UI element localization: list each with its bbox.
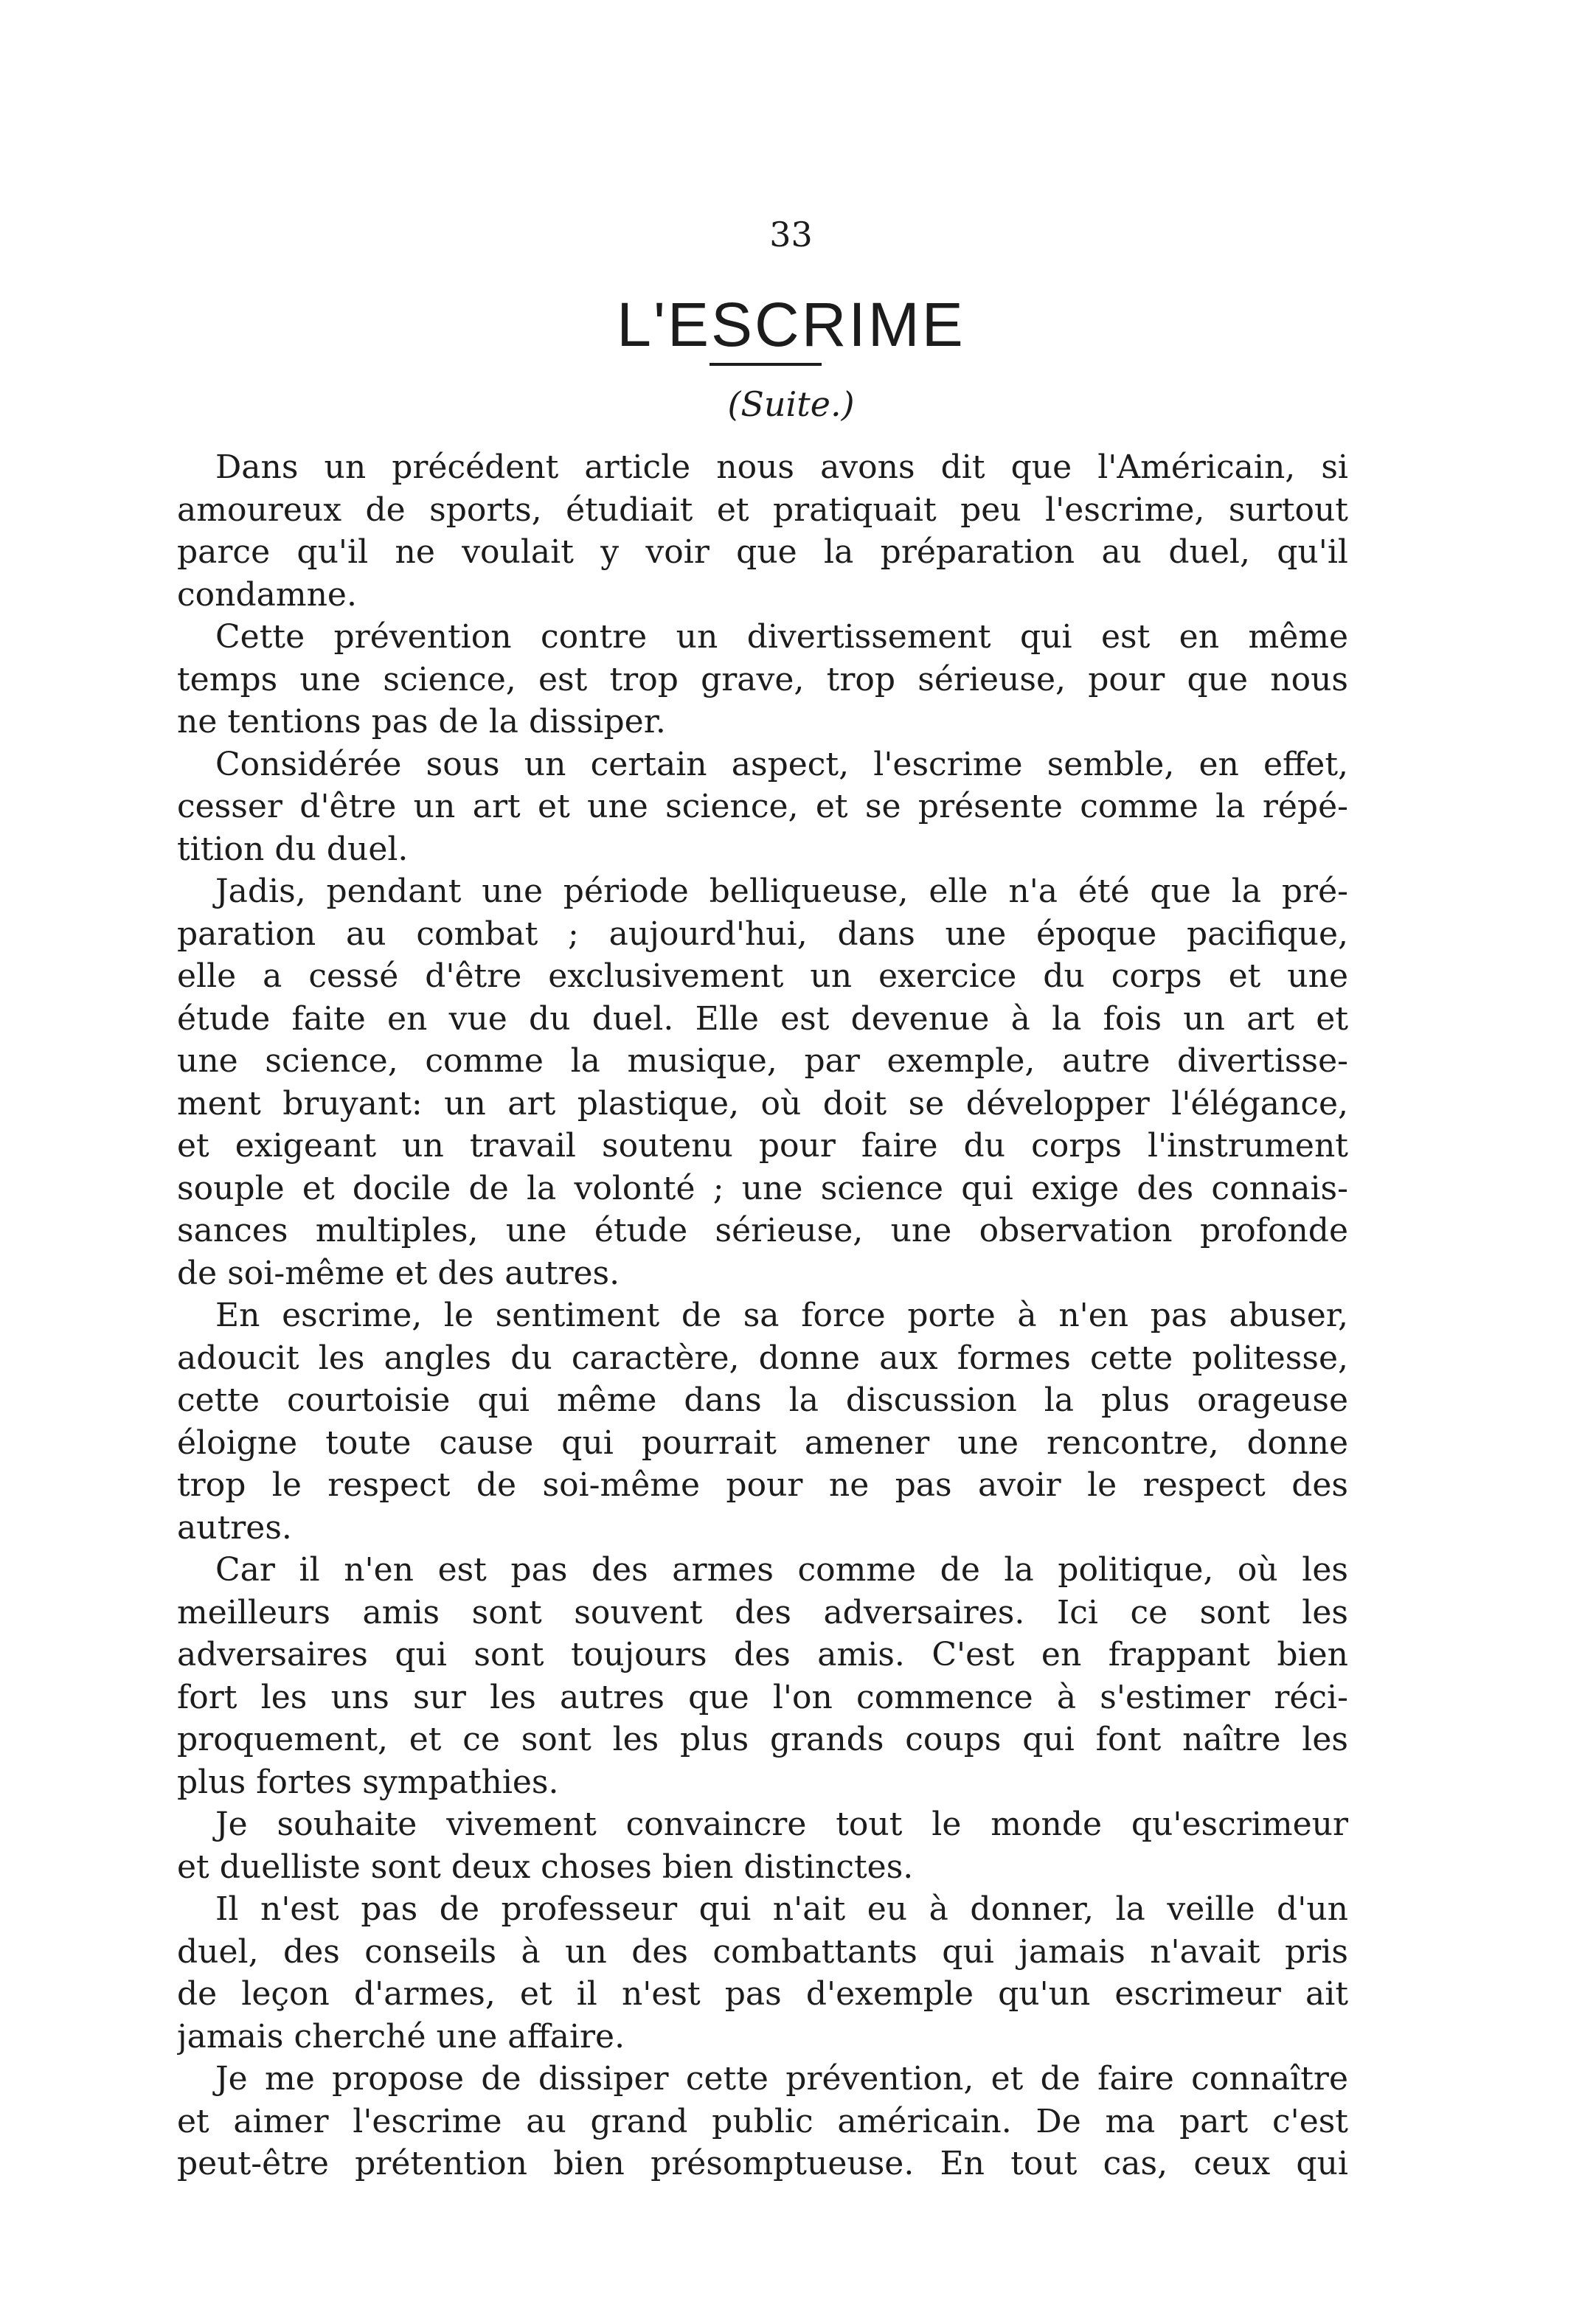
paragraph (177, 1294, 1348, 1549)
text-line: paration au combat ; aujourd'hui, dans une époque pacifique, (177, 915, 1348, 953)
text-line: En escrime, le sentiment de sa force porte à n'en pas abuser, (215, 1297, 1348, 1334)
article-title: L'ESCRIME (617, 290, 965, 359)
text-line: éloigne toute cause qui pourrait amener une rencontre, donne (177, 1423, 1348, 1462)
text-line: ment bruyant: un art plastique, où doit se développer l'élégance, (177, 1084, 1348, 1123)
text-line: adversaires qui sont toujours des amis. C'est en frappant bien (177, 1636, 1348, 1673)
text-line: temps une science, est trop grave, trop sérieuse, pour que nous (177, 660, 1348, 698)
text-line: et aimer l'escrime au grand public américain. De ma part c'est (177, 2102, 1348, 2140)
text-line: cette courtoisie qui même dans la discussion la plus orageuse (177, 1381, 1348, 1419)
text-line: tition du duel. (177, 830, 409, 868)
text-line: Jadis, pendant une période belliqueuse, elle n'a été que la pré- (215, 873, 1348, 910)
text-line: de soi-même et des autres. (177, 1254, 620, 1292)
text-line: et duelliste sont deux choses bien distinctes. (177, 1848, 914, 1886)
text-line: adoucit les angles du caractère, donne aux formes cette politesse, (177, 1339, 1348, 1377)
paragraph (177, 870, 1348, 1294)
text-line: Considérée sous un certain aspect, l'escrime semble, en effet, (215, 745, 1348, 783)
text-line: trop le respect de soi-même pour ne pas avoir le respect des (177, 1466, 1348, 1504)
paragraph (177, 616, 1348, 743)
text-line: condamne. (177, 575, 357, 614)
text-line: autres. (177, 1508, 292, 1547)
text-line: de leçon d'armes, et il n'est pas d'exemple qu'un escrimeur ait (177, 1975, 1348, 2013)
text-line: une science, comme la musique, par exemple, autre divertisse- (177, 1042, 1348, 1080)
paragraph (177, 1888, 1348, 2058)
paragraph (177, 2058, 1348, 2185)
paragraph (177, 446, 1348, 616)
text-line: Car il n'en est pas des armes comme de la politique, où les (215, 1551, 1348, 1589)
text-line: Cette prévention contre un divertissement qui est en même (215, 618, 1348, 656)
text-line: duel, des conseils à un des combattants qui jamais n'avait pris (177, 1932, 1348, 1971)
text-line: souple et docile de la volonté ; une science qui exige des connais- (177, 1169, 1348, 1207)
text-line: étude faite en vue du duel. Elle est devenue à la fois un art et (177, 999, 1348, 1038)
text-line: fort les uns sur les autres que l'on commence à s'estimer réci- (177, 1678, 1348, 1716)
text-line: amoureux de sports, étudiait et pratiquait peu l'escrime, surtout (177, 490, 1348, 529)
text-line: meilleurs amis sont souvent des adversaires. Ici ce sont les (177, 1593, 1348, 1631)
text-line: elle a cessé d'être exclusivement un exercice du corps et une (177, 957, 1348, 995)
text-line: Il n'est pas de professeur qui n'ait eu à donner, la veille d'un (215, 1890, 1348, 1928)
text-line: jamais cherché une affaire. (177, 2017, 625, 2056)
paragraph (177, 1549, 1348, 1803)
paragraph (177, 1803, 1348, 1888)
page-number: 33 (769, 215, 813, 254)
article-subtitle: (Suite.) (727, 384, 855, 424)
text-line: ne tentions pas de la dissiper. (177, 703, 666, 740)
article-body (177, 446, 1348, 2185)
text-line: sances multiples, une étude sérieuse, une observation profonde (177, 1212, 1348, 1249)
text-line: parce qu'il ne voulait y voir que la préparation au duel, qu'il (177, 533, 1348, 571)
text-line: peut-être prétention bien présomptueuse. En tout cas, ceux qui (177, 2145, 1348, 2182)
text-line: Je me propose de dissiper cette prévention, et de faire connaître (215, 2060, 1348, 2098)
text-line: cesser d'être un art et une science, et se présente comme la répé- (177, 788, 1348, 825)
text-line: et exigeant un travail soutenu pour faire du corps l'instrument (177, 1127, 1348, 1165)
text-line: proquement, et ce sont les plus grands coups qui font naître les (177, 1721, 1348, 1758)
text-line: plus fortes sympathies. (177, 1763, 559, 1801)
text-line: Dans un précédent article nous avons dit que l'Américain, si (215, 448, 1348, 486)
title-rule (710, 363, 822, 366)
text-line: Je souhaite vivement convaincre tout le monde qu'escrimeur (215, 1806, 1348, 1843)
paragraph (177, 743, 1348, 871)
